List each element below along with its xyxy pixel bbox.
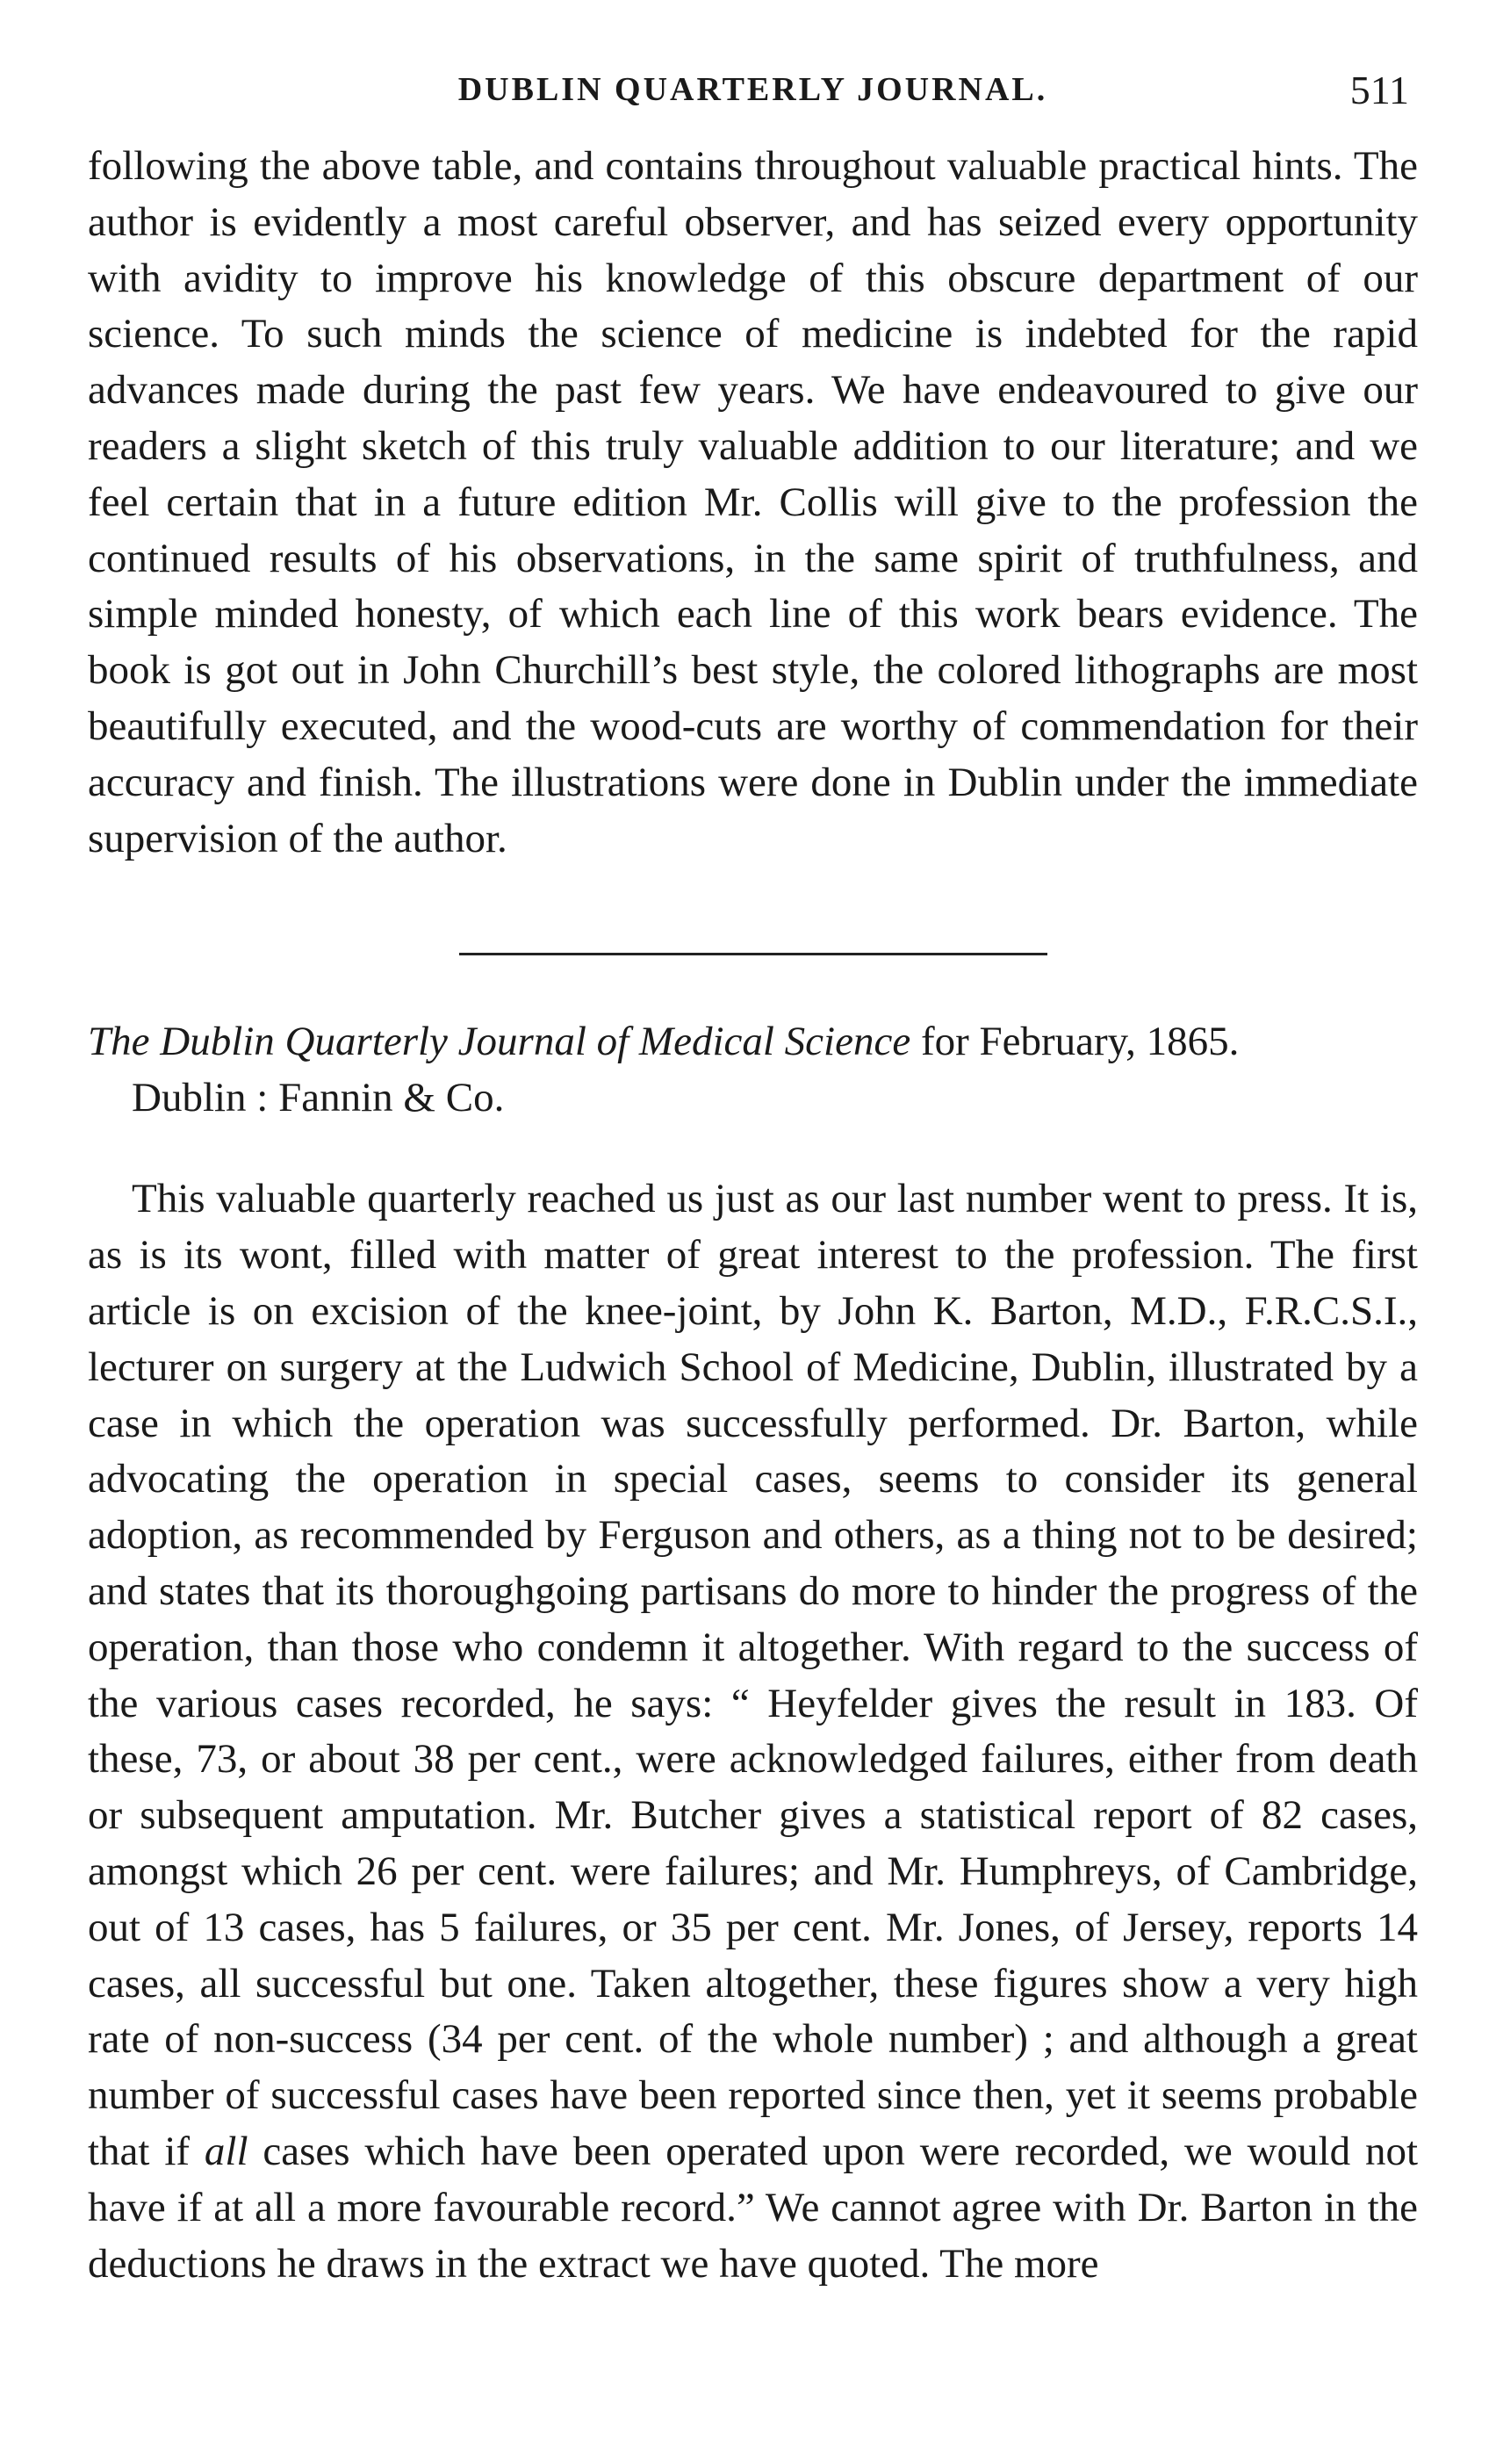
running-head <box>88 70 1418 123</box>
journal-issue: for February, 1865. <box>910 1019 1240 1065</box>
publisher: Dublin : Fannin & Co. <box>132 1075 505 1121</box>
running-head-title: DUBLIN QUARTERLY JOURNAL. <box>457 71 1048 108</box>
emphasis-all: all <box>204 2128 248 2174</box>
review-body-text: This valuable quarterly reached us just as our last number went to press. It is, as is its wont, filled with matter of great interest to the profession. The first article is on excision of the knee-joint, by John K. Barton, M.D., F.R.C.S.I., lecturer on surgery at the Ludwich School of Medicine, Dublin, illustrated by a case in which the operation was successfully performed. Dr. Barton, while advocating the operation in special cases, seems to consider its general adoption, as recommended by Ferguson and others, as a thing not to be desired; and states that its thoroughgoing partisans do more to hinder the progress of the operation, than those who condemn it altogether. With regard to the success of the various cases recorded, he says: “ Heyfelder gives the result in 183. Of these, 73, or about 38 per cent., were acknowledged failures, either from death or subsequent amputation. Mr. Butcher gives a statistical report of 82 cases, amongst which 26 per cent. were failures; and Mr. Humphreys, of Cambridge, out of 13 cases, has 5 failures, or 35 per cent. Mr. Jones, of Jersey, reports 14 cases, all successful but one. Taken altogether, these figures show a very high rate of non-success (34 per cent. of the whole number) ; and although a great number of successful cases have been reported since then, yet it seems probable that if <box>88 1176 1418 2174</box>
page-number: 511 <box>1349 68 1409 112</box>
page <box>88 70 1418 2292</box>
review-end-paragraph: following the above table, and contains throughout valuable practical hints. The author is evidently a most careful observer, and has seized every opportunity with avidity to improve his knowledge of this obscure department of our science. To such minds the science of medicine is indebted for the rapid advances made during the past few years. We have endeavoured to give our readers a slight sketch of this truly valuable addition to our literature; and we feel certain that in a future edition Mr. Collis will give to the profession the continued results of his observations, in the same spirit of truthfulness, and simple minded honesty, of which each line of this work bears evidence. The book is got out in John Churchill’s best style, the colored lithographs are most beautifully executed, and the wood-cuts are worthy of commendation for their accuracy and finish. The illustrations were done in Dublin under the immediate supervision of the author. <box>88 143 1418 861</box>
review-body-text-end: cases which have been operated upon were recorded, we would not have if at all a more favourable record.” We cannot agree with Dr. Barton in the deductions he draws in the extract we have quoted. The more <box>88 2128 1419 2287</box>
journal-title: The Dublin Quarterly Journal of Medical Science <box>88 1019 911 1065</box>
spacer <box>88 1126 1418 1171</box>
review-heading <box>88 1013 1418 1126</box>
section-divider <box>459 953 1047 955</box>
review-body-paragraph <box>88 1171 1418 2292</box>
